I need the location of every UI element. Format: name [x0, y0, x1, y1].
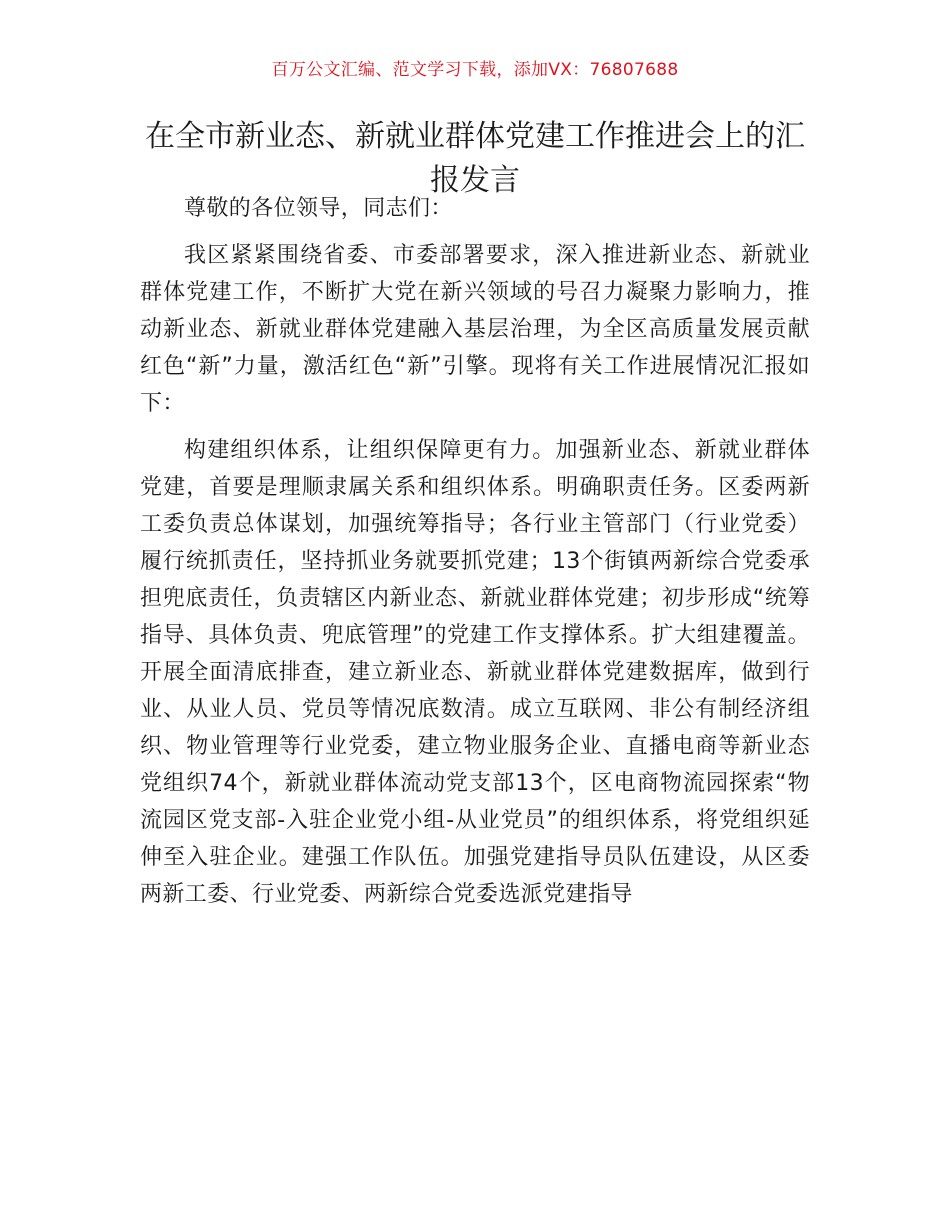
- promo-banner: 百万公文汇编、范文学习下载，添加VX：76807688: [271, 60, 679, 80]
- paragraph-intro: 我区紧紧围绕省委、市委部署要求，深入推进新业态、新就业群体党建工作，不断扩大党在新兴领域的号召力凝聚力影响力，推动新业态、新就业群体党建融入基层治理，为全区高质量发展贡献红色“新”力量，激活红色“新”引擎。现将有关工作进展情况汇报如下：: [140, 243, 810, 416]
- paragraph-organization-system: 构建组织体系，让组织保障更有力。加强新业态、新就业群体党建，首要是理顺隶属关系和组织体系。明确职责任务。区委两新工委负责总体谋划，加强统筹指导；各行业主管部门（行业党委）履行统抓责任，坚持抓业务就要抓党建；13个街镇两新综合党委承担兜底责任，负责辖区内新业态、新就业群体党建；初步形成“统筹指导、具体负责、兜底管理”的党建工作支撑体系。扩大组建覆盖。开展全面清底排查，建立新业态、新就业群体党建数据库，做到行业、从业人员、党员等情况底数清。成立互联网、非公有制经济组织、物业管理等行业党委，建立物业服务企业、直播电商等新业态党组织74个，新就业群体流动党支部13个，区电商物流园探索“物流园区党支部-入驻企业党小组-从业党员”的组织体系，将党组织延伸至入驻企业。建强工作队伍。加强党建指导员队伍建设，从区委两新工委、行业党委、两新综合党委选派党建指导: [140, 438, 810, 907]
- document-title: 在全市新业态、新就业群体党建工作推进会上的汇报发言: [145, 119, 805, 198]
- salutation: 尊敬的各位领导，同志们：: [184, 196, 453, 221]
- document-body: [140, 190, 810, 923]
